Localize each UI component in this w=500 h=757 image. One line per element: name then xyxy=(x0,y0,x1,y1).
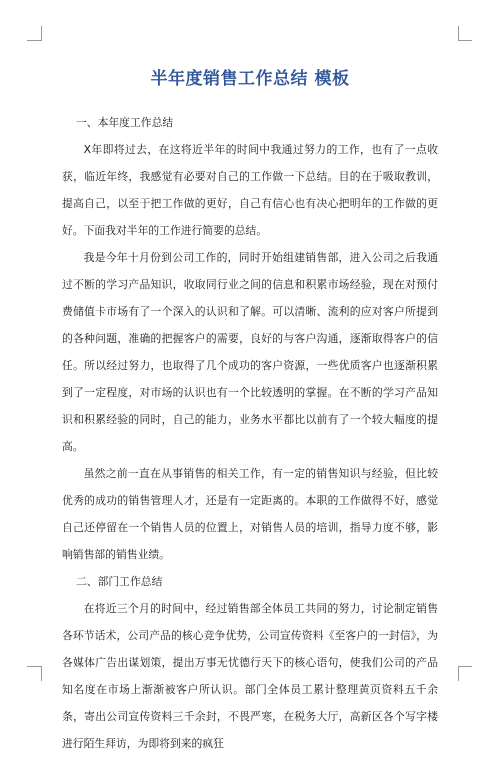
crop-mark-top-right xyxy=(458,26,459,41)
crop-mark-bottom-right xyxy=(458,666,459,681)
document-body xyxy=(62,109,438,757)
document-title: 半年度销售工作总结 模板 xyxy=(150,69,350,89)
paragraph: 在将近三个月的时间中，经过销售部全体员工共同的努力，讨论制定销售各环节话术，公司产品的核心竞争优势，公司宣传资料《至客户的一封信》，为各媒体广告出谋划策，提出万事无忧德行天下的核心语句，使我们公司的产品知名度在市场上渐渐被客户所认识。部门全体员工累计整理黄页资料五千余条，寄出公司宣传资料三千余封，不畏严寒，在税务大厅，高新区各个写字楼进行陌生拜访，为即将到来的疯狂 xyxy=(62,602,438,750)
paragraph: 我是今年十月份到公司工作的，同时开始组建销售部，进入公司之后我通过不断的学习产品知识，收取同行业之间的信息和积累市场经验，现在对预付费储值卡市场有了一个深入的认识和了解。可以清晰、流利的应对客户所提到的各种问题，准确的把握客户的需要，良好的与客户沟通，逐渐取得客户的信任。所以经过努力，也取得了几个成功的客户资源，一些优质客户也逐渐积累到了一定程度，对市场的认识也有一个比较透明的掌握。在不断的学习产品知识和积累经验的同时，自己的能力，业务水平都比以前有了一个较大幅度的提高。 xyxy=(62,251,438,453)
section-heading-2: 二、部门工作总结 xyxy=(76,575,163,588)
paragraph: 虽然之前一直在从事销售的相关工作，有一定的销售知识与经验，但比较优秀的成功的销售管理人才，还是有一定距离的。本职的工作做得不好，感觉自己还停留在一个销售人员的位置上，对销售人员的培训，指导力度不够，影响销售部的销售业绩。 xyxy=(62,467,438,561)
crop-mark-top-left xyxy=(27,40,41,41)
crop-mark-bottom-left xyxy=(41,666,42,681)
crop-mark-top-left xyxy=(41,26,42,41)
crop-mark-top-right xyxy=(458,40,472,41)
paragraph: X年即将过去，在这将近半年的时间中我通过努力的工作，也有了一点收获，临近年终，我感觉有必要对自己的工作做一下总结。目的在于吸取教训，提高自己，以至于把工作做的更好，自己有信心也有决心把明年的工作做的更好。下面我对半年的工作进行简要的总结。 xyxy=(62,143,438,237)
section-heading-1: 一、本年度工作总结 xyxy=(76,116,174,129)
crop-mark-bottom-right xyxy=(458,666,472,667)
crop-mark-bottom-left xyxy=(27,666,41,667)
